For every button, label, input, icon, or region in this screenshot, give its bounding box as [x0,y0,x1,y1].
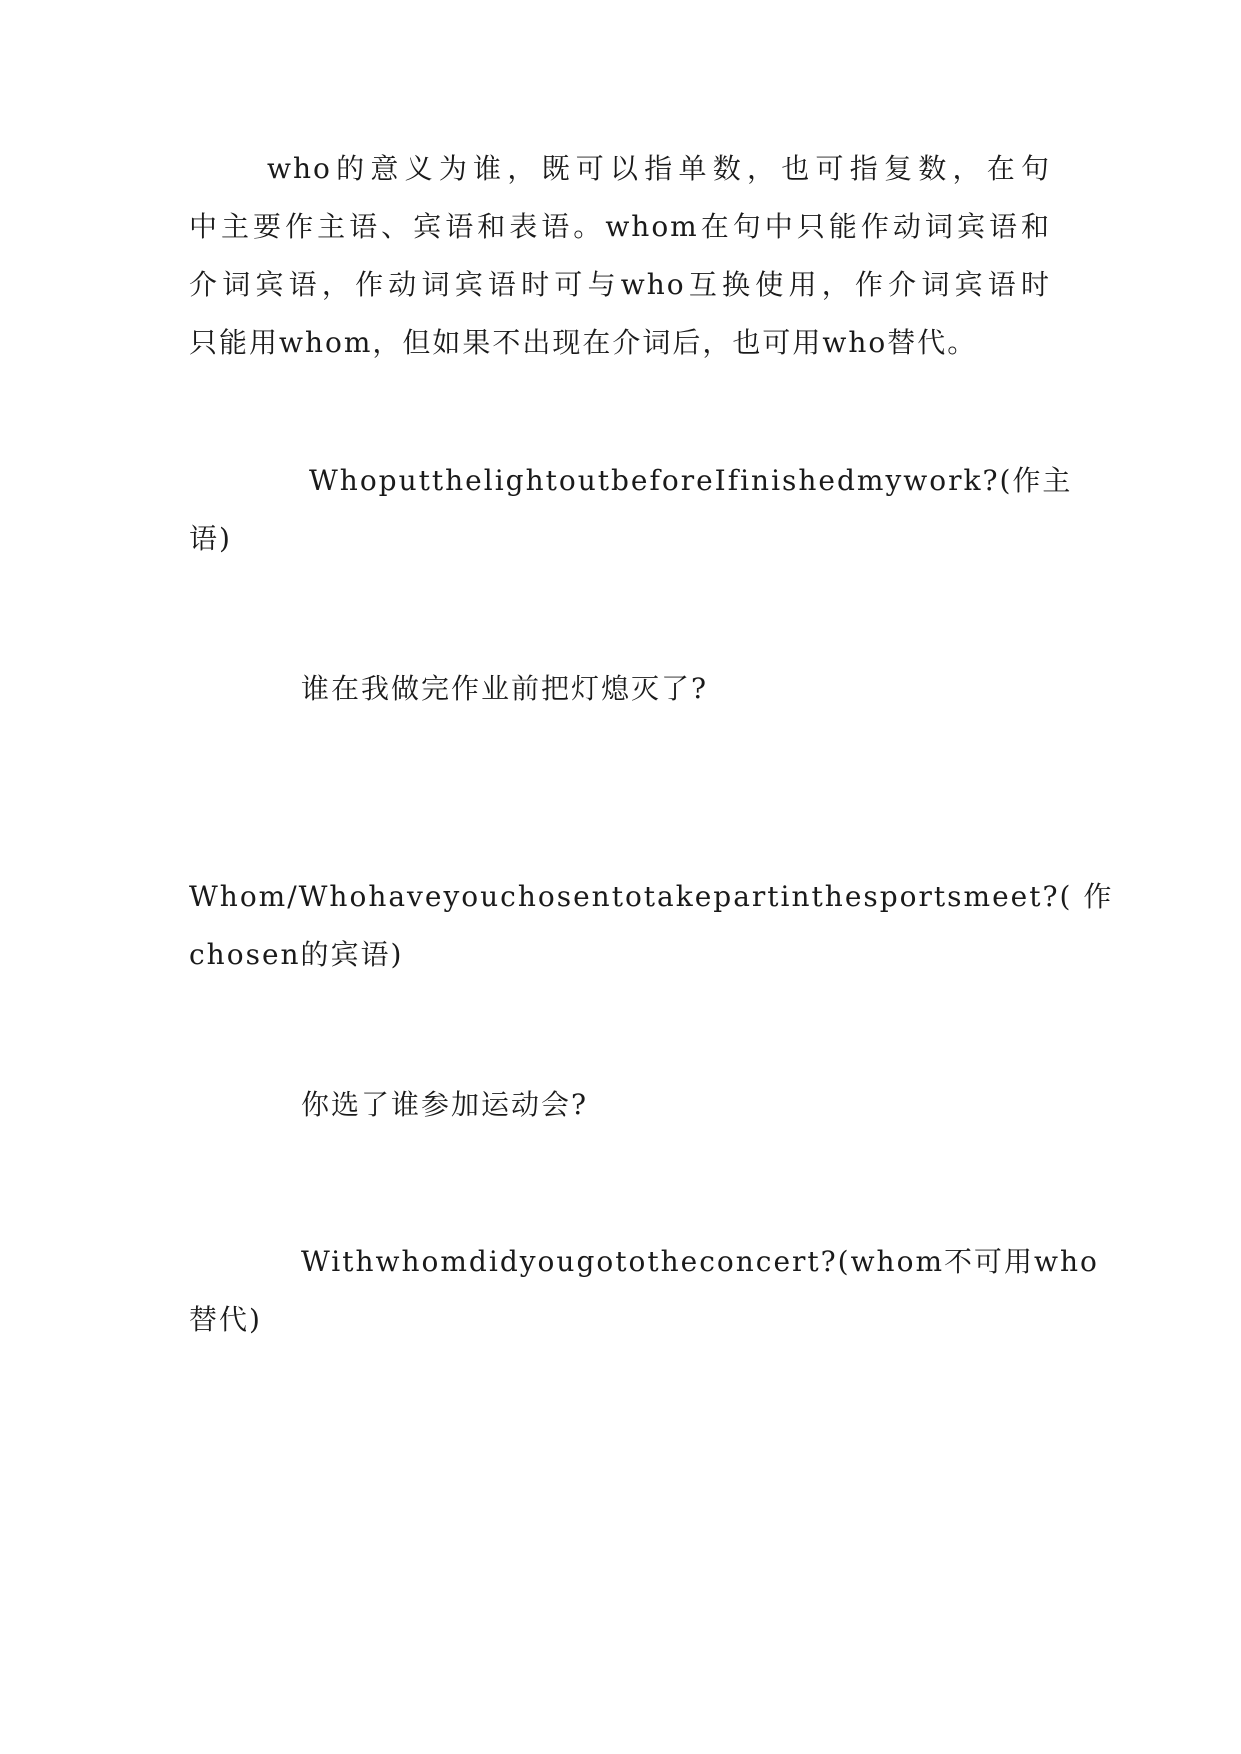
text-line: WhoputthelightoutbeforeIfinishedmywork?(作主 [309,464,1073,497]
example-sentence-object [189,868,1114,984]
text-line: Whom/Whohaveyouchosentotakepartinthesportsmeet?( 作 [189,880,1114,913]
translation-object [189,1076,1051,1134]
paragraph-who-meaning [189,140,1051,372]
text-line: 你选了谁参加运动会? [301,1088,589,1121]
translation-subject [189,660,1051,718]
text-line: 介词宾语，作动词宾语时可与who互换使用，作介词宾语时 [189,268,1051,301]
text-line: 中主要作主语、宾语和表语。whom在句中只能作动词宾语和 [189,210,1051,243]
text-line: 语) [189,522,232,555]
text-line: Withwhomdidyougototheconcert?(whom不可用who [301,1245,1099,1278]
text-line: 替代) [189,1303,262,1336]
text-line: 只能用whom，但如果不出现在介词后，也可用who替代。 [189,326,978,359]
example-sentence-subject [189,452,1073,568]
text-line: who的意义为谁，既可以指单数，也可指复数，在句 [267,152,1051,185]
example-sentence-preposition [189,1233,1099,1349]
text-line: chosen的宾语) [189,938,404,971]
text-line: 谁在我做完作业前把灯熄灭了? [301,672,709,705]
